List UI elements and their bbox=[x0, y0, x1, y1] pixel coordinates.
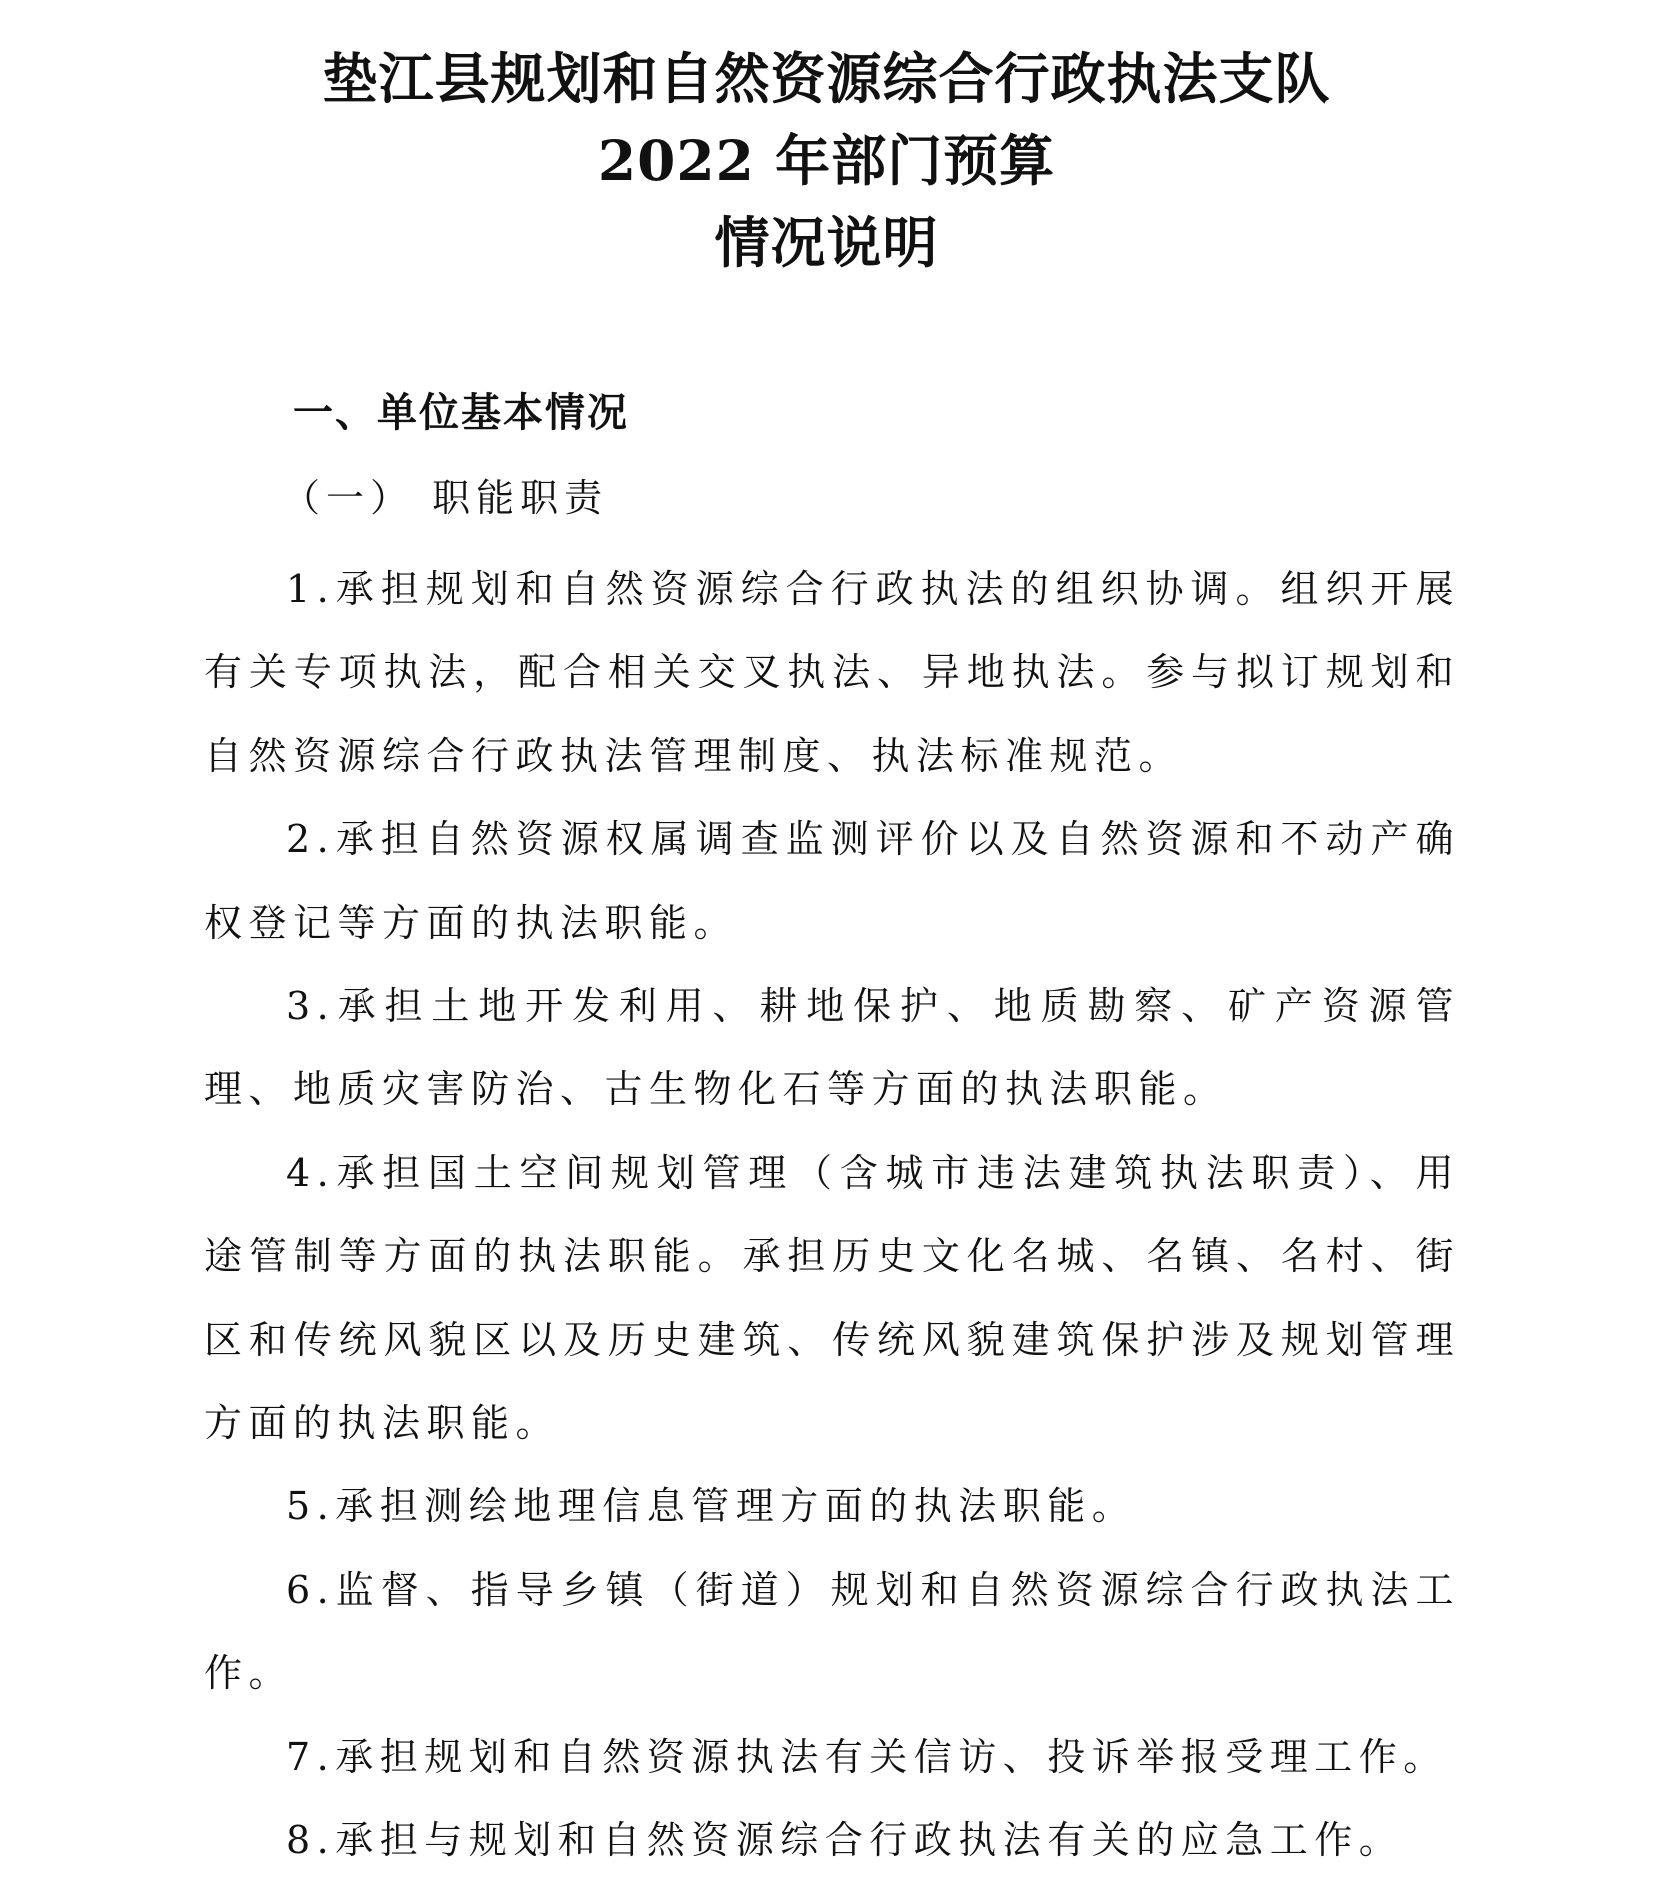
paragraph-item-5: 5.承担测绘地理信息管理方面的执法职能。 bbox=[286, 1484, 1137, 1529]
paragraph-item-2: 2.承担自然资源权属调查监测评价以及自然资源和不动产确权登记等方面的执法职能。 bbox=[204, 817, 1460, 945]
section-heading: 一、单位基本情况 bbox=[293, 390, 629, 436]
sub-heading: （一） 职能职责 bbox=[282, 476, 609, 520]
title-line-3: 情况说明 bbox=[714, 211, 939, 275]
paragraph-item-4: 4.承担国土空间规划管理（含城市违法建筑执法职责）、用途管制等方面的执法职能。承担历史文化名城、名镇、名村、街区和传统风貌区以及历史建筑、传统风貌建筑保护涉及规划管理方面的执法职能。 bbox=[204, 1150, 1460, 1446]
paragraph-item-7: 7.承担规划和自然资源执法有关信访、投诉举报受理工作。 bbox=[286, 1734, 1448, 1779]
document-title bbox=[0, 38, 1653, 284]
paragraph-item-1: 1.承担规划和自然资源综合行政执法的组织协调。组织开展有关专项执法，配合相关交叉执法、异地执法。参与拟订规划和自然资源综合行政执法管理制度、执法标准规范。 bbox=[204, 567, 1460, 778]
paragraph-item-8: 8.承担与规划和自然资源综合行政执法有关的应急工作。 bbox=[286, 1818, 1404, 1863]
title-line-2: 2022 年部门预算 bbox=[597, 128, 1056, 193]
paragraph-item-3: 3.承担土地开发利用、耕地保护、地质勘察、矿产资源管理、地质灾害防治、古生物化石等方面的执法职能。 bbox=[204, 984, 1460, 1112]
body-text bbox=[204, 548, 1460, 1883]
paragraph-item-6: 6.监督、指导乡镇（街道）规划和自然资源综合行政执法工作。 bbox=[204, 1567, 1460, 1696]
title-line-1: 垫江县规划和自然资源综合行政执法支队 bbox=[322, 47, 1331, 111]
